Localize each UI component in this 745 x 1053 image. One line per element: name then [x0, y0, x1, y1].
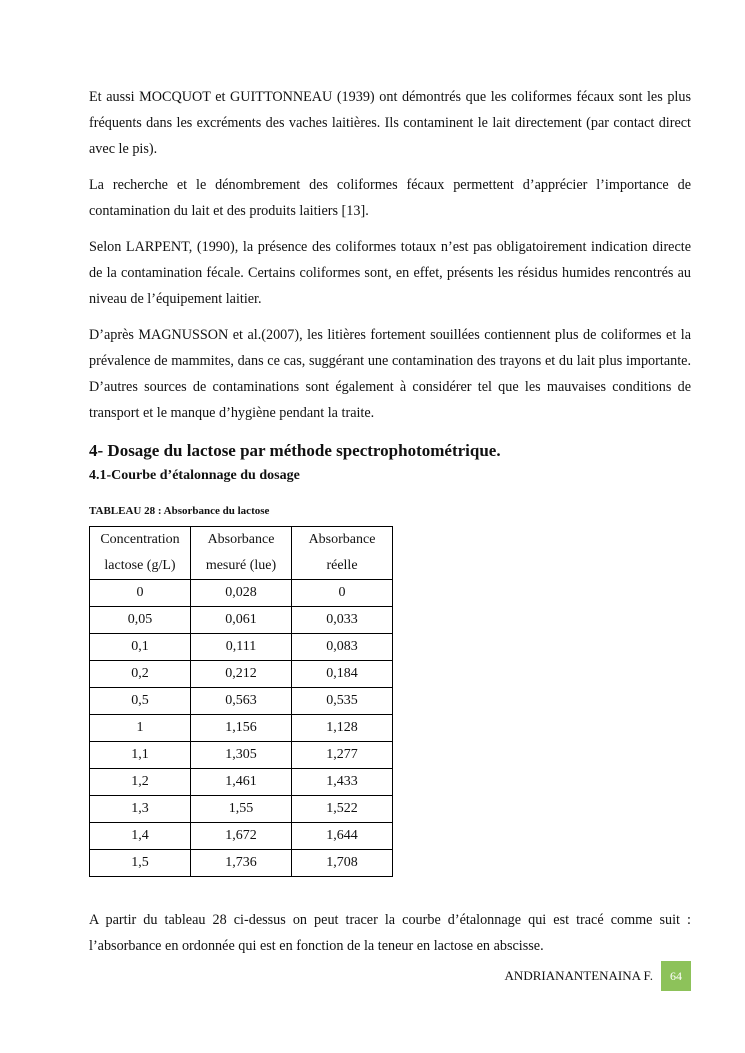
table-cell: 0,111: [191, 634, 292, 661]
table-row: [90, 823, 393, 850]
table-cell: 0,535: [292, 688, 393, 715]
table-cell: 0,083: [292, 634, 393, 661]
table-cell: 1,522: [292, 796, 393, 823]
table-row: [90, 769, 393, 796]
table-cell: 1,1: [90, 742, 191, 769]
table-cell: 1,708: [292, 850, 393, 877]
table-cell: 1,277: [292, 742, 393, 769]
table-cell: 0: [90, 580, 191, 607]
closing-paragraph: A partir du tableau 28 ci-dessus on peut tracer la courbe d’étalonnage qui est tracé comme suit : l’absorbance en ordonnée qui est en fonction de la teneur en lactose en abscisse.: [89, 912, 691, 954]
table-cell: 1,128: [292, 715, 393, 742]
table-cell: 1,433: [292, 769, 393, 796]
table-cell: 1,305: [191, 742, 292, 769]
header-absorbance-real: Absorbance réelle: [292, 527, 393, 580]
table-row: [90, 607, 393, 634]
table-cell: 1,461: [191, 769, 292, 796]
page-footer: [505, 961, 691, 991]
header-absorbance-measured: Absorbance mesuré (lue): [191, 527, 292, 580]
paragraph-4: D’après MAGNUSSON et al.(2007), les litières fortement souillées contiennent plus de coliformes et la prévalence de mammites, dans ce cas, suggérant une contamination des trayons et du lait plus importante. D’autres sources de contaminations sont également à considérer tel que les mauvaises conditions de transport et le manque d’hygiène pendant la traite.: [89, 327, 691, 421]
table-row: [90, 850, 393, 877]
footer-author: ANDRIANANTENAINA F.: [504, 968, 653, 983]
table-cell: 1,2: [90, 769, 191, 796]
table-cell: 0,212: [191, 661, 292, 688]
table-row: [90, 580, 393, 607]
subsection-heading: 4.1-Courbe d’étalonnage du dosage: [89, 468, 300, 483]
closing-text: [89, 907, 691, 959]
table-cell: 1,736: [191, 850, 292, 877]
table-cell: 1,55: [191, 796, 292, 823]
table-cell: 1,4: [90, 823, 191, 850]
paragraph-3: Selon LARPENT, (1990), la présence des coliformes totaux n’est pas obligatoirement indication directe de la contamination fécale. Certains coliformes sont, en effet, présents les résidus humides rencontrés au niveau de l’équipement laitier.: [89, 239, 691, 307]
page-number-badge: 64: [661, 961, 691, 991]
table-cell: 1,156: [191, 715, 292, 742]
table-row: [90, 742, 393, 769]
section-heading: 4- Dosage du lactose par méthode spectrophotométrique.: [89, 441, 501, 460]
table-row: [90, 715, 393, 742]
table-cell: 0,028: [191, 580, 292, 607]
table-cell: 0: [292, 580, 393, 607]
table-cell: 0,05: [90, 607, 191, 634]
table-cell: 0,5: [90, 688, 191, 715]
paragraph-1: Et aussi MOCQUOT et GUITTONNEAU (1939) ont démontrés que les coliformes fécaux sont les plus fréquents dans les excréments des vaches laitières. Ils contaminent le lait directement (par contact direct avec le pis).: [89, 89, 691, 157]
table-cell: 1,672: [191, 823, 292, 850]
table-header-row: [90, 527, 393, 580]
page-body: [89, 84, 691, 877]
table-cell: 1: [90, 715, 191, 742]
table-cell: 1,5: [90, 850, 191, 877]
table-cell: 0,033: [292, 607, 393, 634]
table-row: [90, 796, 393, 823]
table-cell: 0,1: [90, 634, 191, 661]
table-row: [90, 634, 393, 661]
header-concentration: Concentration lactose (g/L): [90, 527, 191, 580]
absorbance-table: [89, 526, 393, 877]
table-caption: TABLEAU 28 : Absorbance du lactose: [89, 505, 270, 517]
table-cell: 0,184: [292, 661, 393, 688]
table-row: [90, 661, 393, 688]
table-cell: 1,3: [90, 796, 191, 823]
table-cell: 0,2: [90, 661, 191, 688]
table-cell: 0,563: [191, 688, 292, 715]
table-cell: 0,061: [191, 607, 292, 634]
paragraph-2: La recherche et le dénombrement des coliformes fécaux permettent d’apprécier l’importance de contamination du lait et des produits laitiers [13].: [89, 177, 691, 219]
table-row: [90, 688, 393, 715]
table-cell: 1,644: [292, 823, 393, 850]
